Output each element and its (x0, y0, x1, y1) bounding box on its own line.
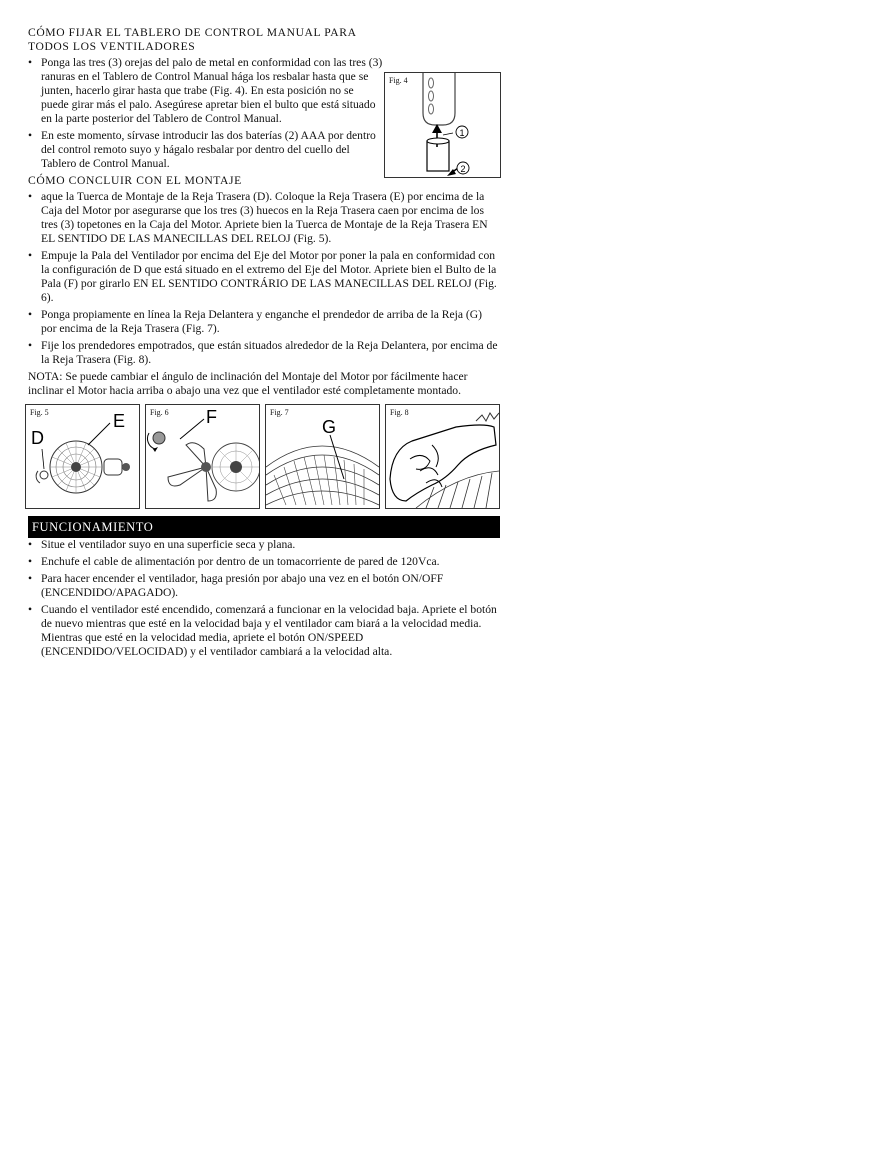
figure-label: Fig. 8 (390, 408, 409, 417)
figure-label: Fig. 7 (270, 408, 289, 417)
figure-7 (265, 404, 380, 509)
letter-f: F (206, 407, 217, 427)
letter-g: G (322, 417, 337, 437)
figure-label: Fig. 6 (150, 408, 169, 417)
heading-fijar-tablero: CÓMO FIJAR EL TABLERO DE CONTROL MANUAL PARA TODOS LOS VENTILADORES (28, 26, 356, 53)
callout-1: 1 (459, 128, 465, 138)
section-fijar-tablero (28, 26, 500, 174)
bullet-item: • aque la Tuerca de Montaje de la Reja Trasera (D). Coloque la Reja Trasera (E) por encima de la Caja del Motor por asegurarse que los tres (3) huecos en la Reja Trasera caen por encima de los tres (3) topetones en la Caja del Motor. Apriete bien la Tuerca de Montaje de la Reja Trasera EN EL SENTIDO DE LAS MANECILLAS DEL RELOJ (Fig. 5). (28, 190, 500, 246)
section-header-funcionamiento: FUNCIONAMIENTO (28, 516, 500, 538)
bullet-item: • Enchufe el cable de alimentación por dentro de un tomacorriente de pared de 120Vca. (28, 555, 500, 569)
bullet-item: • Para hacer encender el ventilador, haga presión por abajo una vez en el botón ON/OFF (ENCENDIDO/APAGADO). (28, 572, 500, 600)
note-paragraph: NOTA: Se puede cambiar el ángulo de inclinación del Montaje del Motor por fácilmente hacer inclinar el Motor hacia arriba o abajo una vez que el ventilador esté completamente montado. (28, 370, 468, 397)
figure-row (28, 404, 500, 510)
bullet-item: • Ponga propiamente en línea la Reja Delantera y enganche el prendedor de arriba de la Reja (G) por encima de la Reja Trasera (Fig. 7). (28, 308, 500, 336)
bullet-item: • Cuando el ventilador esté encendido, comenzará a funcionar en la velocidad baja. Apriete el botón de nuevo mientras que esté en la velocidad baja y el ventilador cam biará a la velocidad media. Mientras que esté en la velocidad media, apriete el botón ON/SPEED (ENCENDIDO/VELOCIDAD) y el ventilador cambiará a la velocidad alta. (28, 603, 500, 659)
bullet-item: • Situe el ventilador suyo en una superficie seca y plana. (28, 538, 500, 552)
bullet-list-funcionamiento (28, 538, 500, 659)
fig4-illustration (385, 73, 500, 177)
letter-d: D (31, 428, 44, 448)
bullet-list-fijar (28, 56, 383, 171)
figure-8 (385, 404, 500, 509)
bullet-list-montaje (28, 190, 500, 367)
bullet-item: • En este momento, sírvase introducir las dos baterías (2) AAA por dentro del control remoto suyo y hágalo resbalar por dentro del cuello del Tablero de Control Manual. (28, 129, 383, 171)
figure-label: Fig. 4 (389, 76, 408, 85)
figure-5 (25, 404, 140, 509)
bullet-item: • Fije los prendedores empotrados, que están situados alrededor de la Reja Delantera, por encima de la Reja Trasera (Fig. 8). (28, 339, 500, 367)
fig7-illustration (266, 405, 379, 508)
figure-4 (384, 72, 501, 178)
fig5-illustration (26, 405, 139, 508)
section-fijar-text (28, 26, 383, 171)
figure-label: Fig. 5 (30, 408, 49, 417)
heading-concluir-montaje: CÓMO CONCLUIR CON EL MONTAJE (28, 174, 242, 187)
figure-6 (145, 404, 260, 509)
callout-2: 2 (460, 164, 466, 174)
fig6-illustration (146, 405, 259, 508)
bullet-item: • Ponga las tres (3) orejas del palo de metal en conformidad con las tres (3) ranuras en el Tablero de Control Manual hága los resbalar hasta que se junten, hacerlo girar hasta que trabe (Fig. 4). En esta posición no se puede girar más el palo. Asegúrese apretar bien el bulto que está situado en la parte posterior del Tablero de Control Manual. (28, 56, 383, 126)
letter-e: E (113, 411, 126, 431)
manual-page (28, 26, 500, 662)
bullet-item: • Empuje la Pala del Ventilador por encima del Eje del Motor por poner la pala en conformidad con la configuración de D que está situado en el extremo del Eje del Motor. Apriete bien el Bulto de la Pala (F) por girarlo EN EL SENTIDO CONTRÁRIO DE LAS MANECILLAS DEL RELOJ (Fig. 6). (28, 249, 500, 305)
fig8-illustration (386, 405, 499, 508)
